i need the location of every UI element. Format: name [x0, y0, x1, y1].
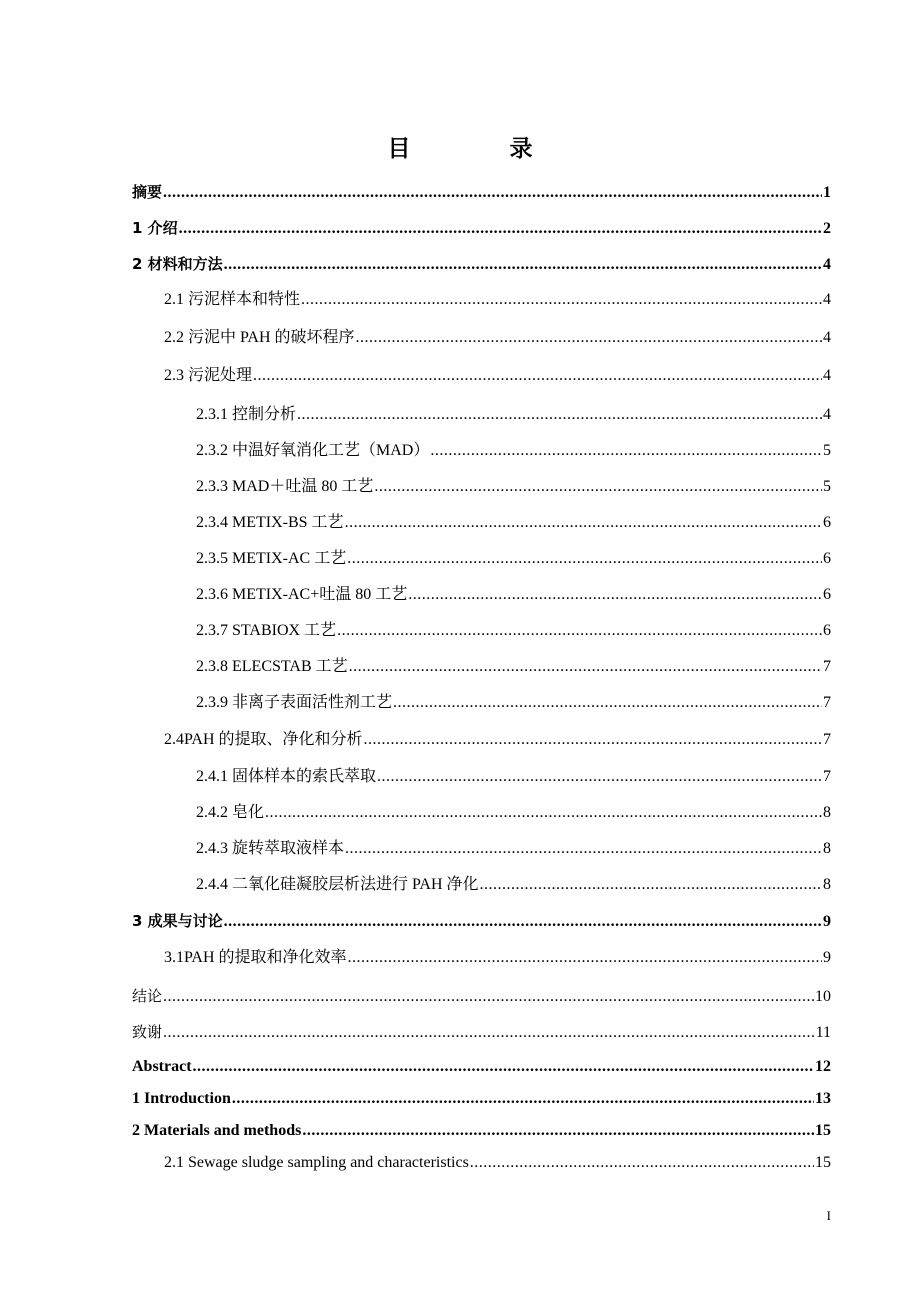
toc-entry[interactable]: 2.2 污泥中 PAH 的破坏程序 ..... 4: [164, 327, 831, 349]
toc-entry[interactable]: 2.4.2 皂化 ..... 8: [196, 802, 831, 824]
dot-leader: [193, 1056, 814, 1078]
toc-entry[interactable]: 3 成果与讨论 ..... 9: [132, 910, 831, 933]
dot-leader: [347, 548, 822, 570]
dot-leader: [430, 440, 822, 462]
toc-entry[interactable]: 2.4.4 二氧化硅凝胶层析法进行 PAH 净化 ..... 8: [196, 874, 831, 896]
dot-leader: [163, 1022, 815, 1044]
dot-leader: [163, 182, 822, 204]
dot-leader: [224, 254, 822, 276]
dot-leader: [364, 729, 822, 751]
toc-entry[interactable]: 2.4PAH 的提取、净化和分析 ..... 7: [164, 729, 831, 751]
dot-leader: [345, 838, 822, 860]
dot-leader: [265, 802, 822, 824]
dot-leader: [163, 986, 814, 1008]
toc-entry[interactable]: 2.3.8 ELECSTAB 工艺 ..... 7: [196, 656, 831, 678]
dot-leader: [224, 911, 822, 933]
toc-entry[interactable]: 3.1PAH 的提取和净化效率 ..... 9: [164, 947, 831, 969]
toc-entry[interactable]: 2.3.9 非离子表面活性剂工艺 ..... 7: [196, 692, 831, 714]
dot-leader: [393, 692, 822, 714]
toc-entry[interactable]: 2 材料和方法 ..... 4: [132, 253, 831, 276]
dot-leader: [179, 218, 822, 240]
toc-entry[interactable]: 2.3.1 控制分析 ..... 4: [196, 404, 831, 426]
toc-entry[interactable]: 2.4.3 旋转萃取液样本 ..... 8: [196, 838, 831, 860]
dot-leader: [349, 656, 822, 678]
toc-entry[interactable]: 2.1 污泥样本和特性 ..... 4: [164, 289, 831, 311]
dot-leader: [337, 620, 822, 642]
toc-entry[interactable]: 1 Introduction ..... 13: [132, 1088, 831, 1110]
toc-entry[interactable]: 2.3.4 METIX-BS 工艺 ..... 6: [196, 512, 831, 534]
dot-leader: [356, 327, 822, 349]
toc-entry[interactable]: 2.3.3 MAD＋吐温 80 工艺 ..... 5: [196, 476, 831, 498]
dot-leader: [345, 512, 822, 534]
toc-entry[interactable]: 2.3.6 METIX-AC+吐温 80 工艺 ..... 6: [196, 584, 831, 606]
dot-leader: [374, 476, 822, 498]
toc-entry[interactable]: 致谢 ..... 11: [132, 1021, 831, 1044]
dot-leader: [297, 404, 822, 426]
dot-leader: [302, 1120, 814, 1142]
toc-entry[interactable]: Abstract ..... 12: [132, 1056, 831, 1078]
dot-leader: [377, 766, 822, 788]
toc-title: 目 录: [387, 136, 571, 162]
toc-entry[interactable]: 2.3.2 中温好氧消化工艺（MAD） ..... 5: [196, 440, 831, 462]
toc-entry[interactable]: 2 Materials and methods ..... 15: [132, 1120, 831, 1142]
dot-leader: [301, 289, 822, 311]
toc-entry[interactable]: 摘要 ..... 1: [132, 181, 831, 204]
toc-entry[interactable]: 2.1 Sewage sludge sampling and characteristics ..... 15: [164, 1152, 831, 1174]
toc-entry[interactable]: 2.4.1 固体样本的索氏萃取 ..... 7: [196, 766, 831, 788]
dot-leader: [232, 1088, 814, 1110]
toc-entry[interactable]: 2.3.5 METIX-AC 工艺 ..... 6: [196, 548, 831, 570]
toc-entry[interactable]: 1 介绍 ..... 2: [132, 217, 831, 240]
toc-entry[interactable]: 2.3.7 STABIOX 工艺 ..... 6: [196, 620, 831, 642]
dot-leader: [408, 584, 822, 606]
page-number: I: [826, 1208, 831, 1223]
dot-leader: [470, 1152, 814, 1174]
dot-leader: [348, 947, 822, 969]
toc-entry[interactable]: 结论 ..... 10: [132, 985, 831, 1008]
toc-entry[interactable]: 2.3 污泥处理 ..... 4: [164, 365, 831, 387]
dot-leader: [480, 874, 822, 896]
dot-leader: [253, 365, 822, 387]
